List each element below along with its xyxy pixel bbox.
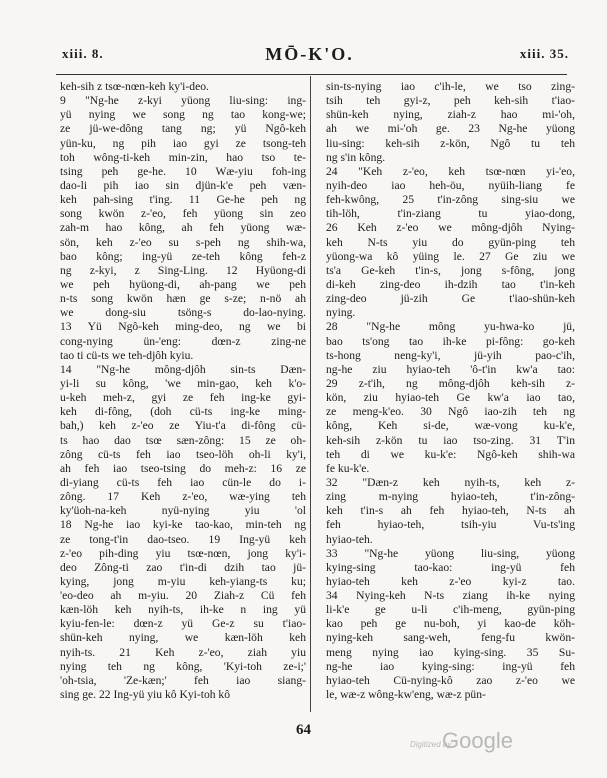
- text-line: z-'eo pih-ding yiu tsœ-nœn, jong ky'i-: [60, 546, 306, 560]
- text-line: bao kông; ing-yü ze-teh kông feh-z: [60, 249, 306, 263]
- text-line: bao ts'ong tao ih-ke pi-fông: go-keh: [326, 334, 575, 348]
- text-line: ze meng-k'eo. 30 Ngô iao-zih teh ng: [326, 405, 575, 419]
- header-title: MŌ-K'O.: [265, 44, 354, 64]
- text-line: ts-hong neng-ky'i, jü-yih pao-c'ih,: [326, 348, 575, 362]
- text-line: 33 "Ng-he yüong liu-sing, yüong: [326, 546, 575, 560]
- text-line: zing m-nying hyiao-teh, t'in-zông-: [326, 490, 575, 504]
- text-line: 26 Keh z-'eo we mông-djôh Nying-: [326, 221, 575, 235]
- text-line: nyih-ts. 21 Keh z-'eo, ziah yiu: [60, 645, 306, 659]
- text-line: hyiao-teh.: [326, 532, 373, 546]
- text-line: bah,) keh z-'eo ze Yiu-t'a di-fông cü-: [60, 419, 306, 433]
- text-line: tao ti cü-ts we teh-djôh kyiu.: [60, 348, 194, 362]
- header-left-reference: xiii. 8.: [62, 46, 104, 61]
- text-line: li-k'e ge u-li c'ih-meng, gyün-ping: [326, 603, 575, 617]
- page-number: 64: [296, 722, 311, 738]
- text-line: nying teh ng kông, 'Kyi-toh ze-i;': [60, 659, 306, 673]
- text-line: nying-keh sang-weh, feng-fu kwön-: [326, 631, 575, 645]
- text-line: keh t'in-s ah feh hyiao-teh, N-ts ah: [326, 504, 575, 518]
- text-line: keh-sih z-kön tu iao tso-zing. 31 T'in: [326, 433, 575, 447]
- text-line: yi-li su kông, 'we min-gao, keh k'o-: [60, 376, 306, 390]
- text-line: deo Zông-ti zao t'in-di dzih tao jü-: [60, 560, 306, 574]
- text-line: ts'a Ge-keh t'in-s, jong s-fông, jong: [326, 263, 575, 277]
- text-line: 34 Nying-keh N-ts ziang ih-ke nying: [326, 589, 575, 603]
- text-line: ts hao dao tsœ sæn-zông: 15 ze oh-: [60, 433, 306, 447]
- text-line: 32 "Dæn-z keh nyih-ts, keh z-: [326, 475, 575, 489]
- header-rule: [56, 74, 567, 75]
- text-line: shün-keh nying, we kæn-löh keh: [60, 631, 306, 645]
- header-right-reference: xiii. 35.: [519, 46, 569, 61]
- text-line: nyih-deo iao heh-öu, nyüih-liang fe: [326, 178, 575, 192]
- text-line: toh wông-ti-keh min-zin, hao tso te-: [60, 150, 306, 164]
- text-line: keh N-ts yiu do gyün-ping teh: [326, 235, 575, 249]
- text-line: 9 "Ng-he z-kyi yüong liu-sing: ing-: [60, 94, 306, 108]
- text-line: yün-ku, ng pih iao gyi ze tsong-teh: [60, 136, 306, 150]
- text-line: tih-löh, t'in-ziang tu yiao-dong,: [326, 207, 575, 221]
- text-line: u-keh meh-z, gyi ze feh ing-ke gyi-: [60, 391, 306, 405]
- text-line: di-keh zing-deo ih-dzih tao t'in-keh: [326, 277, 575, 291]
- text-line: teh di we ku-k'e: Ngô-keh shih-wa: [326, 447, 575, 461]
- text-line: feh hyiao-teh, tsih-yiu Vu-ts'ing: [326, 518, 575, 532]
- text-line: 'eo-deo ah m-yiu. 20 Ziah-z Cü feh: [60, 589, 306, 603]
- text-line: ng-he iao kying-sing: ing-yü feh: [326, 659, 575, 673]
- digitized-by-label: Digitized by: [410, 740, 452, 749]
- text-line: yüong-wa kô yüing le. 27 Ge ziu we: [326, 249, 575, 263]
- text-line: n-ts song kwön hæn ge s-ze; n-nö ah: [60, 292, 306, 306]
- text-line: tsih teh gyi-z, peh keh-sih t'iao-: [326, 94, 575, 108]
- text-line: ah we mi-'oh ge. 23 Ng-he yüong: [326, 122, 575, 136]
- text-line: keh di-fông, (doh cü-ts ing-ke ming-: [60, 405, 306, 419]
- column-divider: [310, 76, 311, 712]
- text-line: kæn-löh keh nyih-ts, ih-ke n ing yü: [60, 603, 306, 617]
- text-line: 'oh-tsia, 'Ze-kæn;' feh iao siang-: [60, 673, 306, 687]
- text-line: yü nying we song ng tao kong-we;: [60, 108, 306, 122]
- text-line: zông cü-ts feh iao tseo-löh oh-li ky'i,: [60, 447, 306, 461]
- left-text-column: [60, 80, 306, 702]
- text-line: sin-ts-nying iao c'ih-le, we tso zing-: [326, 80, 575, 93]
- text-line: we peh hyüong-di, ah-pang we peh: [60, 277, 306, 291]
- text-line: ng z-kyi, z Sing-Ling. 12 Hyüong-di: [60, 263, 306, 277]
- text-line: hyiao-teh keh z-'eo kyi-z tao.: [326, 574, 575, 588]
- text-line: cong-nying ün-'eng: dœn-z zing-ne: [60, 334, 306, 348]
- text-line: kön, ziu hyiao-teh Ge kw'a iao tao,: [326, 391, 575, 405]
- text-line: we dong-siu tsöng-s do-lao-nying.: [60, 306, 306, 320]
- text-line: 13 Yü Ngô-keh ming-deo, ng we bi: [60, 320, 306, 334]
- text-line: 29 z-t'ih, ng mông-djôh keh-sih z-: [326, 376, 575, 390]
- google-watermark: [410, 728, 520, 762]
- text-line: fe ku-k'e.: [326, 461, 370, 475]
- text-line: meng nying iao kying-sing. 35 Su-: [326, 645, 575, 659]
- text-line: hyiao-teh Cü-nying-kô zao z-'eo we: [326, 673, 575, 687]
- text-line: di-yiang cü-ts feh iao cün-le do i-: [60, 475, 306, 489]
- text-line: zing-deo jü-zih Ge t'iao-shün-keh: [326, 292, 575, 306]
- text-line: le, wæ-z wông-kw'eng, wæ-z pün-: [326, 688, 486, 702]
- text-line: 28 "Ng-he mông yu-hwa-ko jü,: [326, 320, 575, 334]
- text-line: kying, jong m-yiu keh-yiang-ts ku;: [60, 574, 306, 588]
- text-line: feh-kwông, 25 t'in-zông sing-siu we: [326, 193, 575, 207]
- text-line: 14 "Ng-he mông-djôh sin-ts Dæn-: [60, 362, 306, 376]
- text-line: tsing peh ge-he. 10 Wæ-yiu foh-ing: [60, 164, 306, 178]
- google-logo: Google: [442, 728, 513, 753]
- text-line: liu-sing: keh-sih z-kön, Ngô tu teh: [326, 136, 575, 150]
- right-text-column: [326, 80, 575, 702]
- text-line: ng s'in kông.: [326, 150, 386, 164]
- text-line: ng-he ziu hyiao-teh 'ô-t'in kw'a tao:: [326, 362, 575, 376]
- text-line: keh pah-sing t'ing. 11 Ge-he peh ng: [60, 193, 306, 207]
- text-line: sön, keh z-'eo su s-peh ng shih-wa,: [60, 235, 306, 249]
- text-line: shün-keh nying, ziah-z hao mi-'oh,: [326, 108, 575, 122]
- text-line: keh-sih z tsœ-nœn-keh ky'i-deo.: [60, 80, 209, 93]
- text-line: kao peh ge nu-boh, yi kao-de köh-: [326, 617, 575, 631]
- text-line: ze jü-we-dông tang ng; yü Ngô-keh: [60, 122, 306, 136]
- text-line: dao-li pih iao sin djün-k'e peh væn-: [60, 178, 306, 192]
- text-line: zah-m hao kông, ah feh yüong wæ-: [60, 221, 306, 235]
- text-line: nying.: [326, 306, 356, 320]
- text-line: kông, Keh si-de, wæ-vong ku-k'e,: [326, 419, 575, 433]
- text-line: sing ge. 22 Ing-yü yiu kô Kyi-toh kô: [60, 688, 231, 702]
- text-line: 18 Ng-he iao kyi-ke tao-kao, min-teh ng: [60, 518, 306, 532]
- text-line: kying-sing tao-kao: ing-yü feh: [326, 560, 575, 574]
- text-line: ze tong-t'in dao-tseo. 19 Ing-yü keh: [60, 532, 306, 546]
- text-line: 24 "Keh z-'eo, keh tsœ-nœn yi-'eo,: [326, 164, 575, 178]
- text-line: song kwön z-'eo, feh yüong sin zeo: [60, 207, 306, 221]
- text-line: kyiu-fen-le: dœn-z yü Ge-z su t'iao-: [60, 617, 306, 631]
- text-line: zông. 17 Keh z-'eo, wæ-ying teh: [60, 490, 306, 504]
- text-line: ah feh iao tseo-tsing do meh-z: 16 ze: [60, 461, 306, 475]
- text-line: ky'üoh-na-keh nyü-nying yiu 'ol: [60, 504, 306, 518]
- running-header: [50, 46, 569, 70]
